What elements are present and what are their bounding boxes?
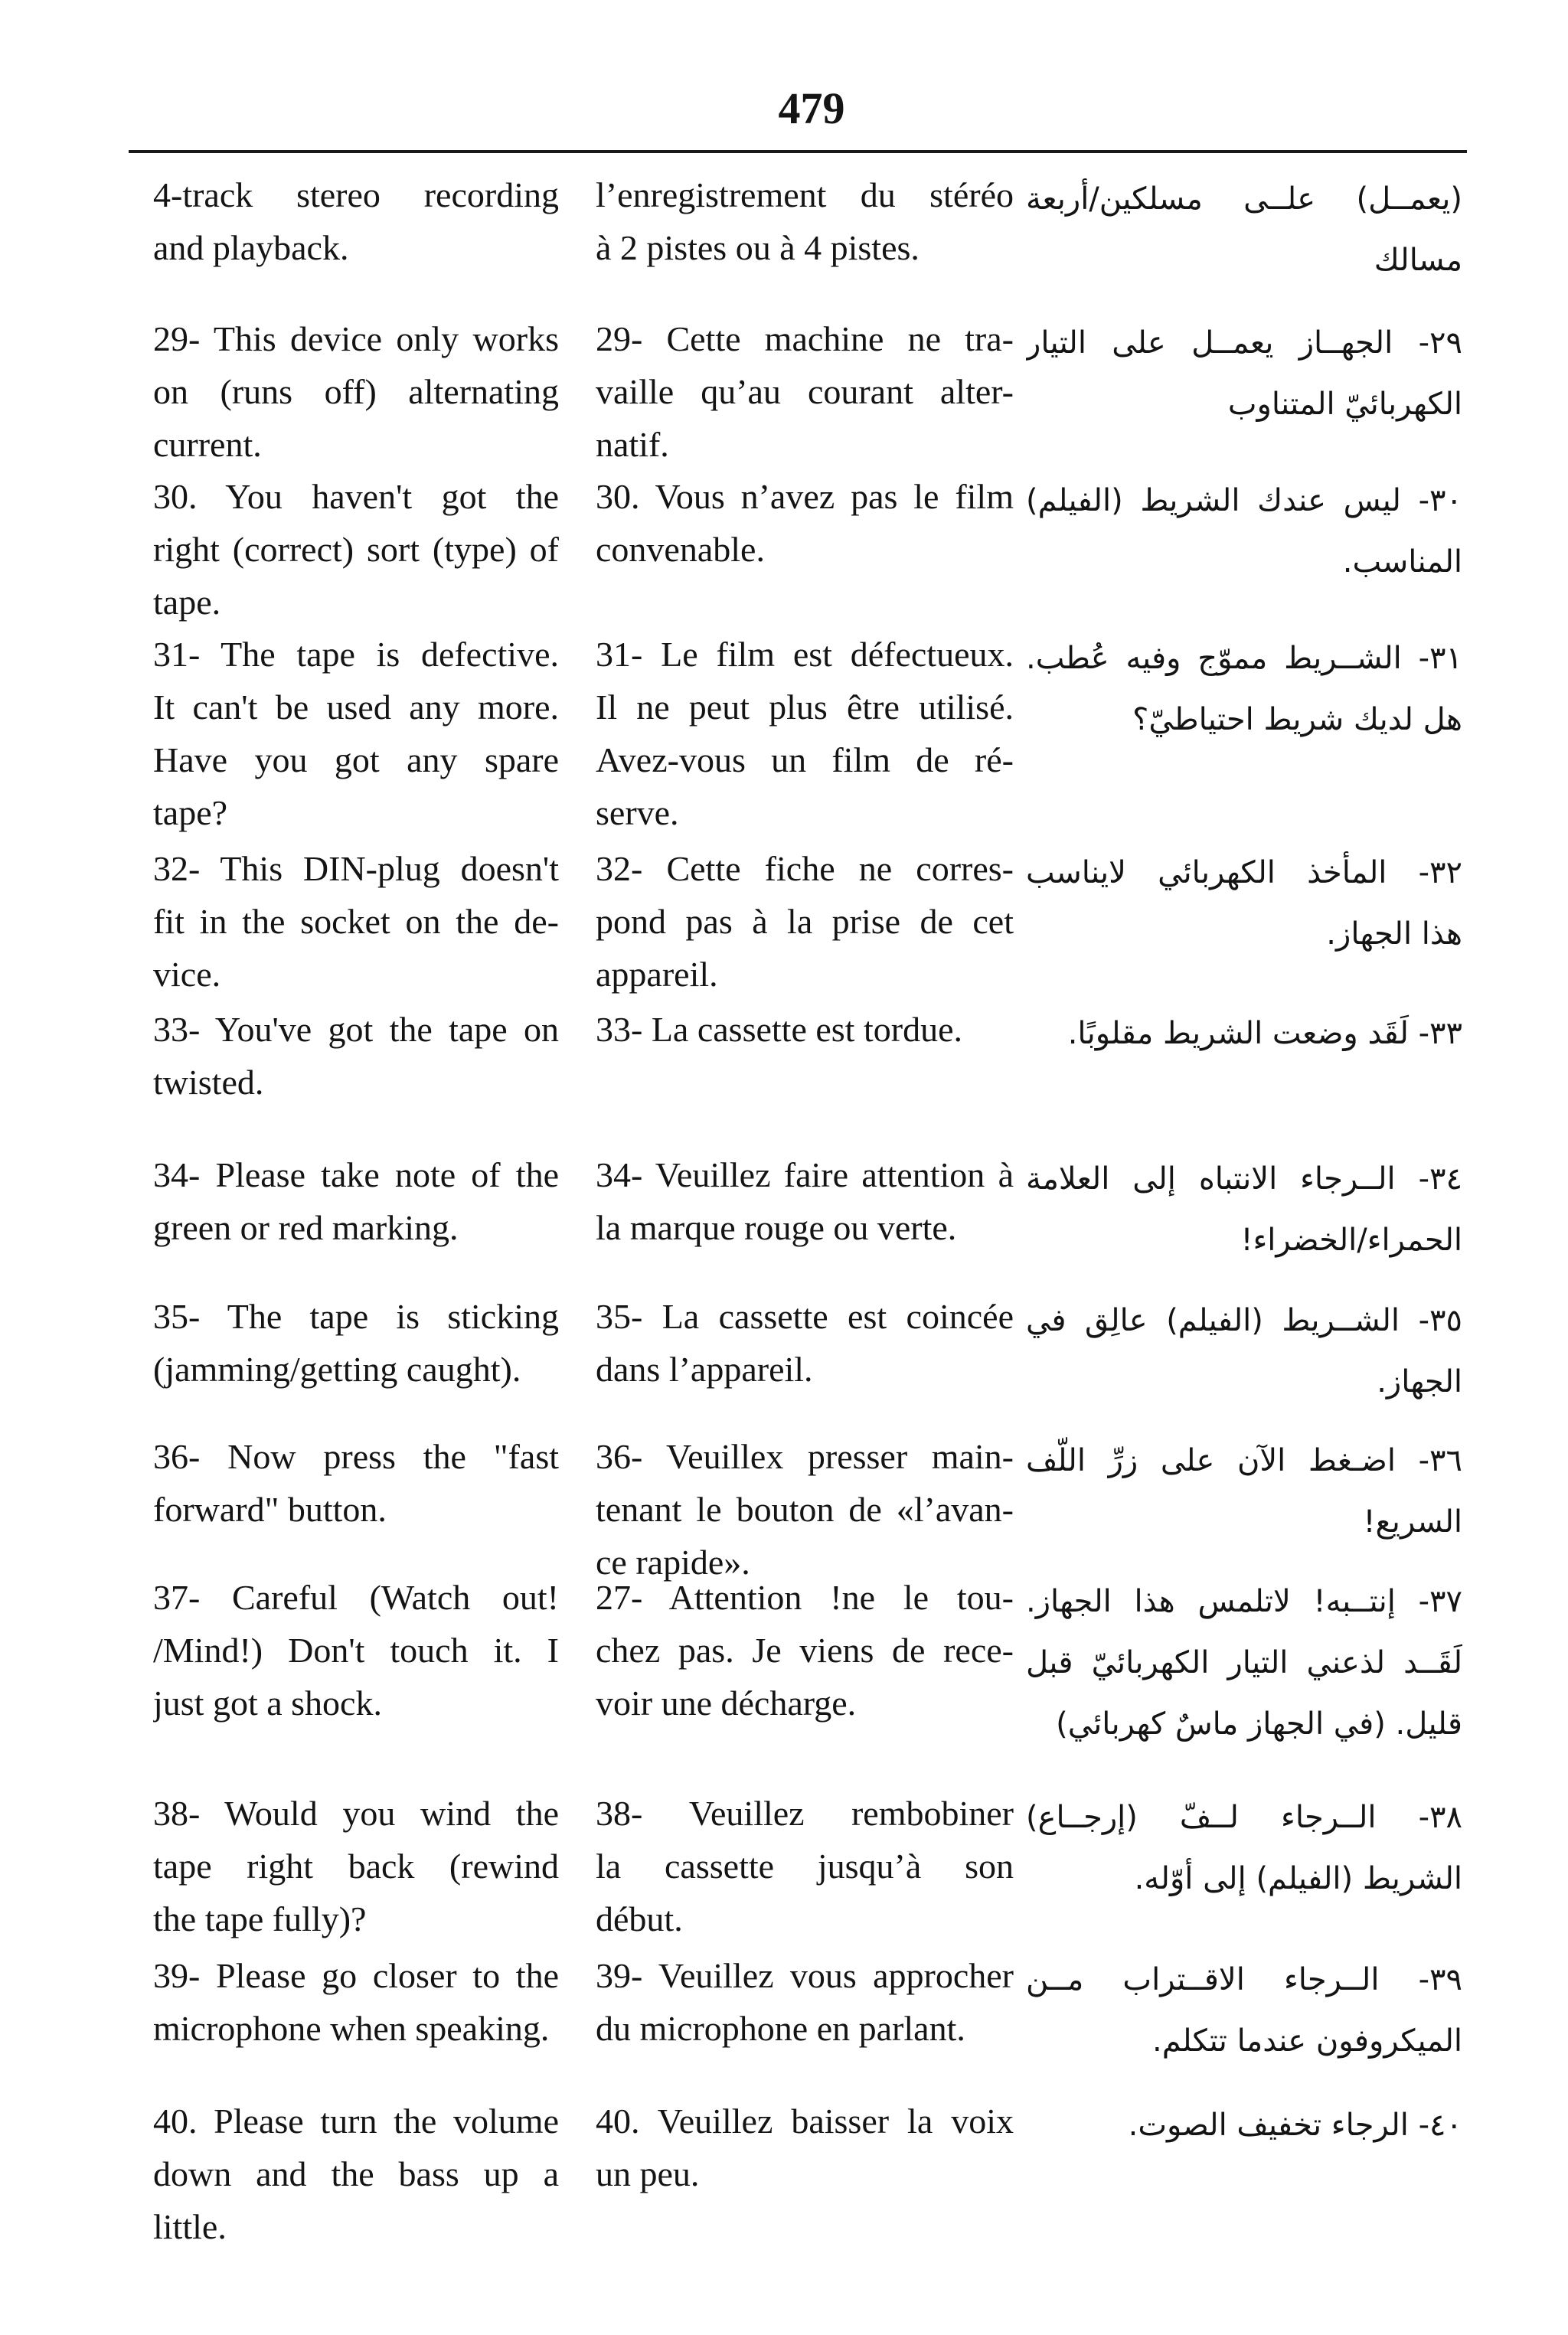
french-text [596,842,1014,1001]
french-line: natif. [596,425,669,464]
french-text [596,312,1014,471]
english-line: 39- Please go closer to the [153,1956,559,1995]
french-line: 36- Veuillex presser main- [596,1437,1014,1476]
english-text [153,628,559,839]
french-line: l’enregistrement du stéréo [596,175,1014,214]
arabic-text [1026,168,1462,291]
english-line: It can't be used any more. [153,687,559,727]
arabic-line: الحمراء/الخضراء! [1240,1223,1462,1258]
french-line: un peu. [596,2154,700,2193]
french-line: chez pas. Je viens de rece- [596,1631,1014,1670]
english-line: 4-track stereo recording [153,175,559,214]
arabic-line: ٣٨- الــرجاء لــفّ (إرجــاع) [1026,1800,1462,1835]
french-line: début. [596,1899,683,1938]
english-line: just got a shock. [153,1683,382,1723]
english-line: the tape fully)? [153,1899,367,1938]
arabic-line: ٣٢- المأخذ الكهربائي لايناسب [1026,855,1462,890]
french-line: la marque rouge ou verte. [596,1208,957,1247]
english-text [153,312,559,471]
english-line: 29- This device only works [153,319,559,358]
english-text [153,842,559,1001]
french-text [596,1571,1014,1729]
english-line: and playback. [153,228,349,267]
arabic-text [1026,842,1462,965]
english-line: 32- This DIN-plug doesn't [153,849,559,888]
arabic-line: ٣٣- لَقَد وضعت الشريط مقلوبًا. [1067,1016,1462,1051]
english-line: vice. [153,955,221,994]
arabic-line: هذا الجهاز. [1326,916,1462,952]
arabic-line: المناسب. [1342,544,1462,580]
english-text [153,1787,559,1945]
english-line: 38- Would you wind the [153,1794,559,1833]
arabic-text [1026,1571,1462,1755]
english-line: 36- Now press the "fast [153,1437,559,1476]
english-line: 40. Please turn the volume [153,2102,559,2141]
english-line: 33- You've got the tape on [153,1010,559,1049]
french-line: 30. Vous n’avez pas le film [596,477,1014,516]
arabic-line: الميكروفون عندما تتكلم. [1152,2023,1462,2059]
english-line: little. [153,2207,227,2246]
arabic-line: مسالك [1374,243,1462,278]
french-text [596,628,1014,839]
english-text [153,1290,559,1396]
arabic-line: ٣٩- الــرجاء الاقــتراب مــن [1026,1962,1462,1997]
english-line: down and the bass up a [153,2154,559,2193]
arabic-line: الشريط (الفيلم) إلى أوّله. [1134,1861,1462,1896]
english-line: 34- Please take note of the [153,1155,559,1194]
english-line: right (correct) sort (type) of [153,530,559,569]
french-line: voir une décharge. [596,1683,857,1723]
arabic-line: لَقَــد لذعني التيار الكهربائيّ قبل [1026,1645,1462,1680]
arabic-text [1026,2095,1462,2156]
arabic-text [1026,1430,1462,1553]
english-line: microphone when speaking. [153,2009,550,2048]
arabic-text [1026,1949,1462,2072]
french-line: 38- Veuillez rembobiner [596,1794,1014,1833]
english-text [153,1430,559,1536]
english-line: 35- The tape is sticking [153,1297,559,1336]
english-line: twisted. [153,1063,264,1102]
arabic-line: ٢٩- الجهــاز يعمــل على التيار [1026,325,1462,361]
french-line: pond pas à la prise de cet [596,902,1014,941]
french-text [596,1003,1014,1056]
english-line: current. [153,425,262,464]
english-text [153,1949,559,2055]
french-line: 40. Veuillez baisser la voix [596,2102,1014,2141]
arabic-text [1026,470,1462,593]
french-line: tenant le bouton de «l’avan- [596,1490,1014,1529]
arabic-text [1026,1787,1462,1909]
arabic-line: ٣٠- ليس عندك الشريط (الفيلم) [1026,483,1462,518]
french-line: 39- Veuillez vous approcher [596,1956,1014,1995]
french-line: 34- Veuillez faire attention à [596,1155,1014,1194]
french-line: Il ne peut plus être utilisé. [596,687,1014,727]
arabic-line: ٣٦- اضـغط الآن على زرِّ اللّف [1026,1443,1462,1478]
arabic-line: ٤٠- الرجاء تخفيف الصوت. [1128,2108,1462,2143]
arabic-text [1026,1003,1462,1064]
arabic-line: ٣٥- الشــريط (الفيلم) عالِق في [1026,1303,1462,1338]
french-text [596,1148,1014,1254]
arabic-line: هل لديك شريط احتياطيّ؟ [1132,702,1462,737]
french-line: à 2 pistes ou à 4 pistes. [596,228,920,267]
arabic-line: قليل. (في الجهاز ماسٌ كهربائي) [1056,1706,1462,1742]
arabic-text [1026,628,1462,750]
arabic-text [1026,1148,1462,1271]
english-text [153,470,559,629]
english-text [153,168,559,274]
english-line: forward" button. [153,1490,387,1529]
french-text [596,1949,1014,2055]
english-line: tape right back (rewind [153,1847,559,1886]
english-line: Have you got any spare [153,740,559,779]
english-line: tape? [153,793,228,832]
arabic-line: الجهاز. [1377,1364,1462,1399]
english-text [153,1571,559,1729]
french-line: 27- Attention !ne le tou- [596,1578,1014,1617]
french-text [596,1430,1014,1589]
french-text [596,1787,1014,1945]
french-line: 29- Cette machine ne tra- [596,319,1014,358]
arabic-line: ٣٤- الــرجاء الانتباه إلى العلامة [1026,1161,1462,1197]
english-line: tape. [153,583,221,622]
english-line: 30. You haven't got the [153,477,559,516]
french-line: 31- Le film est défectueux. [596,635,1014,674]
french-line: 32- Cette fiche ne corres- [596,849,1014,888]
arabic-line: ٣١- الشــريط مموّج وفيه عُطب. [1026,641,1462,676]
french-line: appareil. [596,955,718,994]
arabic-line: (يعمــل) علــى مسلكين/أربعة [1026,181,1462,217]
french-line: vaille qu’au courant alter- [596,372,1014,411]
arabic-text [1026,312,1462,435]
arabic-line: ٣٧- إنتــبه! لاتلمس هذا الجهاز. [1026,1584,1462,1619]
french-line: la cassette jusqu’à son [596,1847,1014,1886]
french-line: convenable. [596,530,765,569]
english-line: 31- The tape is defective. [153,635,559,674]
french-line: serve. [596,793,679,832]
french-line: 35- La cassette est coincée [596,1297,1014,1336]
french-text [596,2095,1014,2200]
french-line: 33- La cassette est tordue. [596,1010,962,1049]
french-line: Avez-vous un film de ré- [596,740,1014,779]
english-line: (jamming/getting caught). [153,1350,521,1389]
french-line: ce rapide». [596,1543,750,1582]
arabic-text [1026,1290,1462,1412]
french-line: dans l’appareil. [596,1350,813,1389]
english-line: fit in the socket on the de- [153,902,559,941]
english-line: 37- Careful (Watch out! [153,1578,559,1617]
french-text [596,470,1014,576]
french-text [596,1290,1014,1396]
english-text [153,1148,559,1254]
english-line: on (runs off) alternating [153,372,559,411]
english-line: /Mind!) Don't touch it. I [153,1631,559,1670]
arabic-line: الكهربائيّ المتناوب [1227,387,1462,422]
french-line: du microphone en parlant. [596,2009,965,2048]
french-text [596,168,1014,274]
english-text [153,1003,559,1109]
english-text [153,2095,559,2253]
page-number: 479 [778,83,845,133]
arabic-line: السريع! [1363,1504,1462,1540]
english-line: green or red marking. [153,1208,459,1247]
